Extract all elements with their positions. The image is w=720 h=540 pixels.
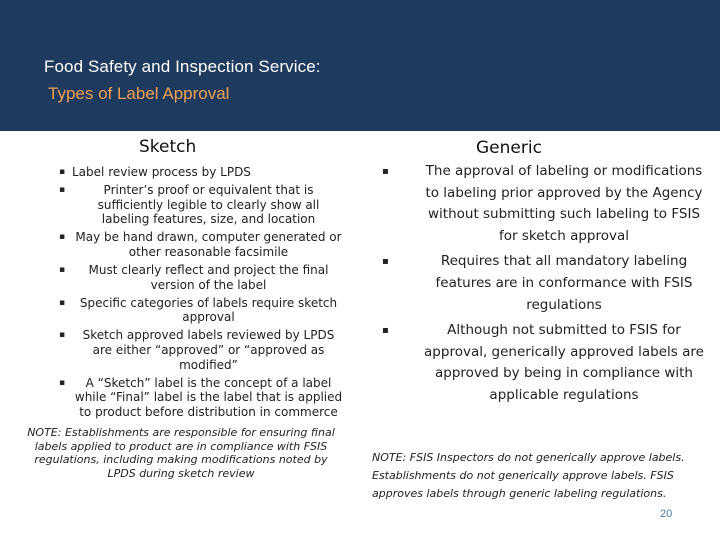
page-number: 20 <box>660 508 673 520</box>
list-item <box>18 263 353 292</box>
slide-title: Food Safety and Inspection Service: <box>44 57 321 76</box>
title-banner <box>0 0 720 131</box>
bullet-icon: ▪ <box>382 256 389 268</box>
list-item-text: Sketch approved labels reviewed by LPDS are either “approved” or “approved as modified” <box>82 328 335 372</box>
list-item <box>18 165 353 180</box>
bullet-icon: ▪ <box>59 265 66 276</box>
list-item <box>18 328 353 372</box>
sketch-heading: Sketch <box>139 137 197 157</box>
list-item <box>380 161 710 248</box>
generic-list <box>380 161 710 410</box>
bullet-icon: ▪ <box>59 297 66 308</box>
bullet-icon: ▪ <box>59 185 66 196</box>
list-item-text: A “Sketch” label is the concept of a label while “Final” label is the label that is applied to product before distribution in commerce <box>74 375 343 419</box>
list-item <box>18 376 353 420</box>
list-item <box>18 296 353 325</box>
list-item-text: Specific categories of labels require sketch approval <box>79 295 338 325</box>
bullet-icon: ▪ <box>59 232 66 243</box>
list-item-text: Label review process by LPDS <box>72 165 251 179</box>
list-item-text: Must clearly reflect and project the final version of the label <box>88 263 329 292</box>
bullet-icon: ▪ <box>59 377 66 388</box>
list-item-text: Printer’s proof or equivalent that is sufficiently legible to clearly show all labeling features, size, and location <box>97 183 320 227</box>
list-item <box>380 251 710 316</box>
sketch-note: NOTE: Establishments are responsible for ensuring final labels applied to product are in compliance with FSIS regulations, including making modifications noted by LPDS during sketch review <box>27 426 335 480</box>
generic-heading: Generic <box>476 138 542 158</box>
list-item-text: The approval of labeling or modifications to labeling prior approved by the Agency without submitting such labeling to FSIS for sketch approval <box>425 163 703 245</box>
list-item-text: May be hand drawn, computer generated or other reasonable facsimile <box>75 230 342 259</box>
sketch-list <box>18 165 353 423</box>
bullet-icon: ▪ <box>382 166 389 177</box>
bullet-icon: ▪ <box>382 324 389 336</box>
list-item-text: Although not submitted to FSIS for approval, generically approved labels are approved by being in compliance with applicable regulations <box>424 321 704 404</box>
generic-note: NOTE: FSIS Inspectors do not generically approve labels. Establishments do not generically approve labels. FSIS approves labels through generic labeling regulations. <box>372 451 685 500</box>
list-item <box>18 230 353 259</box>
list-item <box>18 183 353 227</box>
list-item <box>380 320 710 407</box>
list-item-text: Requires that all mandatory labeling features are in conformance with FSIS regulations <box>435 253 693 313</box>
bullet-icon: ▪ <box>59 330 66 341</box>
slide-subtitle: Types of Label Approval <box>48 84 230 103</box>
bullet-icon: ▪ <box>59 167 66 177</box>
